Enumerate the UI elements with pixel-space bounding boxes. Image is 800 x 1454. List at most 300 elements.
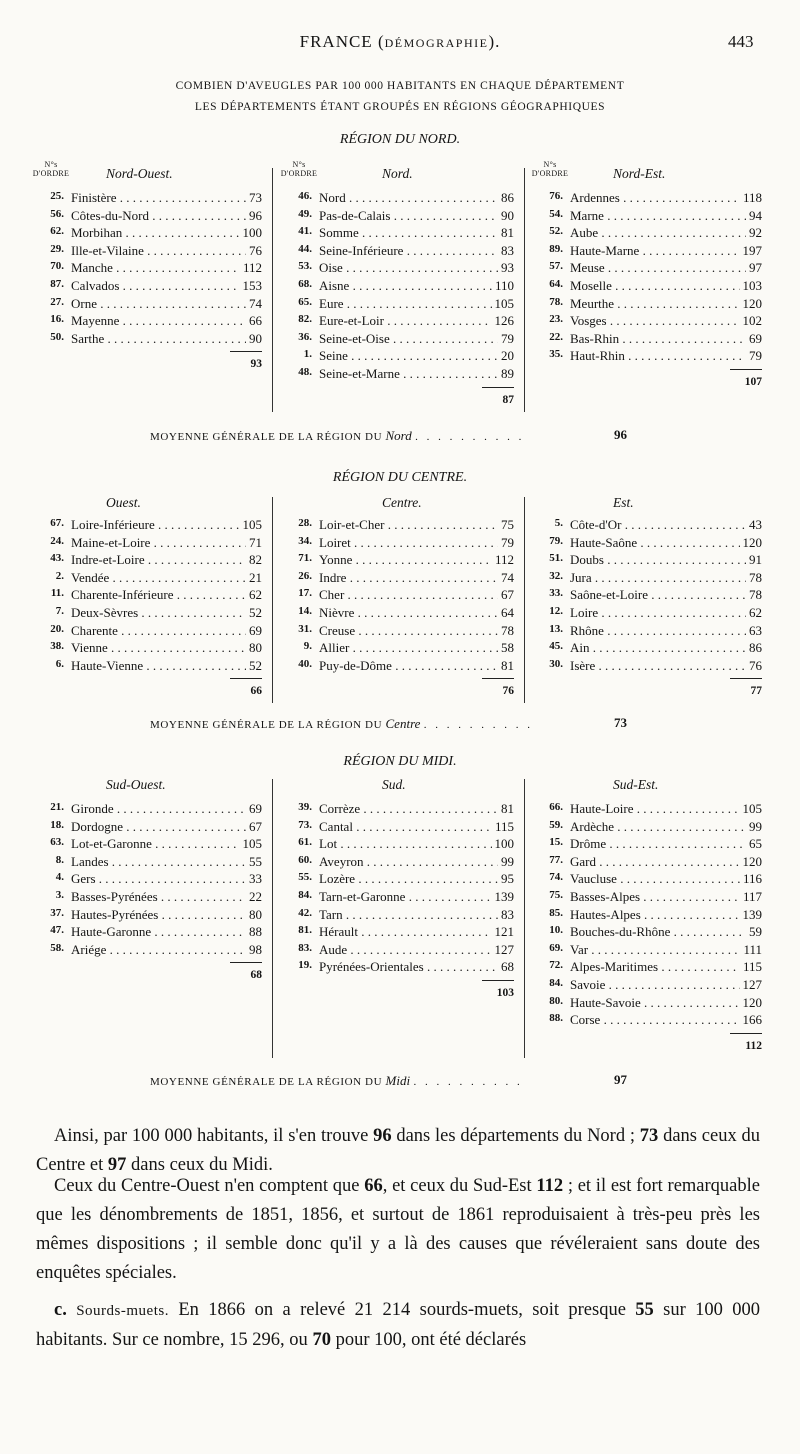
table-row	[34, 278, 262, 296]
table-row	[34, 517, 262, 535]
column-heading: Ouest.	[106, 495, 141, 510]
subtotal-rule	[482, 980, 514, 981]
table-row	[34, 640, 262, 658]
department-value: 116	[740, 871, 762, 887]
department-name: Maine-et-Loire . . .	[71, 535, 262, 551]
department-name: Indre . . .	[319, 570, 514, 586]
department-name: Nord . . .	[319, 190, 514, 206]
paragraph-centre-ouest: Ceux du Centre-Ouest n'en comptent que 66, et ceux du Sud-Est 112 ; et il est fort remarquable que les dénombrements de 1851, 1856, et surtout de 1861 reproduisaient à très-peu près les mêmes dispositions ; il semble donc qu'il y a là des causes que révéleraient sans doute des enquêtes spéciales.	[36, 1176, 760, 1283]
department-value: 127	[740, 977, 763, 993]
table-row	[34, 208, 262, 226]
table-row	[282, 959, 514, 977]
department-value: 55	[246, 854, 262, 870]
department-number: 77.	[549, 853, 563, 866]
department-name: Gironde . . .	[71, 801, 262, 817]
department-value: 79	[746, 348, 762, 364]
department-number: 16.	[50, 313, 64, 326]
department-name: Somme . . .	[319, 225, 514, 241]
department-number: 34.	[298, 534, 312, 547]
department-name: Isère . . .	[570, 658, 762, 674]
department-number: 55.	[298, 871, 312, 884]
department-name: Hautes-Alpes . . .	[570, 907, 762, 923]
department-number: 23.	[549, 313, 563, 326]
table-row	[533, 225, 762, 243]
department-value: 115	[740, 959, 762, 975]
department-number: 49.	[298, 207, 312, 220]
department-name: Oise . . .	[319, 260, 514, 276]
table-row	[533, 836, 762, 854]
department-value: 20	[498, 348, 514, 364]
department-value: 65	[746, 836, 762, 852]
department-value: 81	[498, 225, 514, 241]
table-row	[34, 819, 262, 837]
department-number: 64.	[549, 278, 563, 290]
table-row	[282, 924, 514, 942]
department-number: 78.	[549, 295, 563, 308]
department-number: 87.	[50, 278, 64, 290]
table-row	[34, 836, 262, 854]
table-row	[533, 348, 762, 366]
department-number: 45.	[549, 640, 563, 653]
department-value: 117	[740, 889, 762, 905]
department-value: 71	[246, 535, 262, 551]
table-row	[34, 225, 262, 243]
department-value: 86	[498, 190, 514, 206]
department-name: Drôme . . .	[570, 836, 762, 852]
department-number: 28.	[298, 517, 312, 529]
table-row	[34, 190, 262, 208]
department-name: Sarthe . . .	[71, 331, 262, 347]
department-number: 35.	[549, 348, 563, 361]
department-number: 84.	[298, 889, 312, 901]
department-name: Eure . . .	[319, 296, 514, 312]
table-row	[282, 225, 514, 243]
table-row	[533, 296, 762, 314]
department-name: Savoie . . .	[570, 977, 762, 993]
department-number: 17.	[298, 587, 312, 600]
column-average: 77	[750, 685, 762, 698]
table-row	[282, 190, 514, 208]
table-row	[34, 570, 262, 588]
department-value: 94	[746, 208, 762, 224]
department-number: 18.	[50, 818, 64, 831]
department-name: Haute-Vienne . . .	[71, 658, 262, 674]
department-value: 102	[740, 313, 763, 329]
department-value: 79	[498, 535, 514, 551]
department-name: Seine-Inférieure . . .	[319, 243, 514, 259]
department-name: Cher . . .	[319, 587, 514, 603]
table-row	[282, 570, 514, 588]
ordre-number-heading: N°s D'ORDRE	[531, 160, 569, 178]
department-number: 54.	[549, 207, 563, 220]
department-name: Mayenne . . .	[71, 313, 262, 329]
department-value: 67	[246, 819, 262, 835]
column-average: 103	[496, 987, 514, 999]
department-number: 10.	[549, 924, 563, 937]
department-name: Cantal . . .	[319, 819, 514, 835]
table-row	[34, 942, 262, 960]
department-value: 58	[498, 640, 514, 656]
department-value: 105	[240, 517, 263, 533]
department-number: 32.	[549, 569, 563, 582]
department-name: Loire-Inférieure . . .	[71, 517, 262, 533]
department-number: 3.	[55, 889, 64, 901]
department-value: 120	[740, 854, 763, 870]
department-number: 26.	[298, 569, 312, 582]
table-row	[34, 243, 262, 261]
department-number: 41.	[298, 225, 312, 238]
department-name: Ain . . .	[570, 640, 762, 656]
department-value: 74	[246, 296, 262, 312]
table-row	[533, 942, 762, 960]
page-header-title: FRANCE (DÉMOGRAPHIE).	[299, 32, 501, 51]
department-value: 105	[740, 801, 763, 817]
department-value: 153	[240, 278, 263, 294]
table-caption-line-1: COMBIEN D'AVEUGLES PAR 100 000 HABITANTS EN CHAQUE DÉPARTEMENT	[175, 80, 625, 92]
department-number: 61.	[298, 836, 312, 849]
department-name: Corse . . .	[570, 1012, 762, 1028]
table-row	[34, 854, 262, 872]
department-number: 1.	[303, 348, 312, 361]
column-heading: Nord.	[382, 166, 413, 181]
ordre-number-heading: N°s D'ORDRE	[280, 160, 318, 178]
department-value: 139	[740, 907, 763, 923]
column-average: 112	[745, 1039, 762, 1052]
department-value: 78	[746, 587, 762, 603]
department-number: 33.	[549, 587, 563, 600]
department-name: Vaucluse . . .	[570, 871, 762, 887]
department-number: 19.	[298, 959, 312, 972]
table-row	[282, 640, 514, 658]
department-value: 52	[246, 658, 262, 674]
table-row	[282, 889, 514, 907]
department-name: Rhône . . .	[570, 623, 762, 639]
department-name: Manche . . .	[71, 260, 262, 276]
department-name: Yonne . . .	[319, 552, 514, 568]
department-number: 65.	[298, 295, 312, 308]
department-value: 100	[492, 836, 515, 852]
department-value: 67	[498, 587, 514, 603]
department-value: 76	[246, 243, 262, 259]
department-name: Gard . . .	[570, 854, 762, 870]
department-name: Morbihan . . .	[71, 225, 262, 241]
department-number: 85.	[549, 906, 563, 919]
department-name: Var . . .	[570, 942, 762, 958]
department-value: 78	[498, 623, 514, 639]
department-value: 43	[746, 517, 762, 533]
table-row	[34, 605, 262, 623]
column-heading: Centre.	[382, 495, 422, 510]
department-value: 126	[492, 313, 515, 329]
department-number: 75.	[549, 889, 563, 901]
department-value: 21	[246, 570, 262, 586]
department-name: Allier . . .	[319, 640, 514, 656]
table-row	[533, 190, 762, 208]
subtotal-rule	[482, 387, 514, 388]
table-row	[282, 535, 514, 553]
department-name: Seine-et-Oise . . .	[319, 331, 514, 347]
table-row	[34, 296, 262, 314]
department-number: 62.	[50, 225, 64, 238]
department-number: 38.	[50, 640, 64, 653]
table-row	[533, 854, 762, 872]
region-title: RÉGION DU CENTRE.	[332, 470, 468, 485]
department-value: 139	[492, 889, 515, 905]
subtotal-rule	[730, 1033, 762, 1034]
department-name: Vendée . . .	[71, 570, 262, 586]
column-separator	[272, 497, 273, 703]
department-number: 4.	[55, 871, 64, 884]
department-value: 76	[746, 658, 762, 674]
department-value: 69	[246, 623, 262, 639]
table-row	[282, 658, 514, 676]
department-value: 62	[746, 605, 762, 621]
table-row	[533, 278, 762, 296]
department-value: 89	[498, 366, 514, 382]
department-number: 72.	[549, 959, 563, 972]
department-value: 80	[246, 907, 262, 923]
department-number: 36.	[298, 330, 312, 343]
department-number: 30.	[549, 657, 563, 670]
department-number: 44.	[298, 242, 312, 255]
column-separator	[272, 168, 273, 412]
department-name: Côte-d'Or . . .	[570, 517, 762, 533]
department-value: 115	[492, 819, 514, 835]
department-name: Vosges . . .	[570, 313, 762, 329]
column-separator	[524, 497, 525, 703]
department-value: 120	[740, 535, 763, 551]
department-number: 7.	[55, 605, 64, 617]
table-row	[282, 313, 514, 331]
table-row	[282, 623, 514, 641]
table-row	[282, 366, 514, 384]
department-value: 81	[498, 658, 514, 674]
department-value: 52	[246, 605, 262, 621]
department-value: 81	[498, 801, 514, 817]
department-value: 64	[498, 605, 514, 621]
column-separator	[524, 779, 525, 1058]
table-row	[282, 208, 514, 226]
department-number: 58.	[50, 941, 64, 954]
department-value: 66	[246, 313, 262, 329]
department-value: 99	[498, 854, 514, 870]
department-value: 197	[740, 243, 763, 259]
department-value: 78	[746, 570, 762, 586]
department-name: Hautes-Pyrénées . . .	[71, 907, 262, 923]
table-row	[533, 924, 762, 942]
department-value: 62	[246, 587, 262, 603]
department-name: Orne . . .	[71, 296, 262, 312]
department-name: Vienne . . .	[71, 640, 262, 656]
department-number: 89.	[549, 242, 563, 255]
department-name: Eure-et-Loir . . .	[319, 313, 514, 329]
table-row	[34, 587, 262, 605]
department-number: 81.	[298, 924, 312, 937]
department-number: 14.	[298, 605, 312, 617]
table-row	[533, 517, 762, 535]
department-name: Dordogne . . .	[71, 819, 262, 835]
department-value: 83	[498, 243, 514, 259]
department-value: 82	[246, 552, 262, 568]
department-value: 83	[498, 907, 514, 923]
department-name: Doubs . . .	[570, 552, 762, 568]
table-row	[533, 570, 762, 588]
table-row	[282, 907, 514, 925]
department-name: Charente-Inférieure . . .	[71, 587, 262, 603]
department-value: 33	[246, 871, 262, 887]
table-row	[34, 623, 262, 641]
department-number: 24.	[50, 534, 64, 547]
department-name: Deux-Sèvres . . .	[71, 605, 262, 621]
department-value: 121	[492, 924, 515, 940]
column-average: 107	[744, 376, 762, 388]
table-row	[533, 977, 762, 995]
department-number: 22.	[549, 330, 563, 343]
table-row	[282, 552, 514, 570]
department-name: Haute-Marne . . .	[570, 243, 762, 259]
department-number: 12.	[549, 605, 563, 617]
department-number: 47.	[50, 924, 64, 937]
department-number: 50.	[50, 330, 64, 343]
department-name: Basses-Alpes . . .	[570, 889, 762, 905]
table-row	[533, 260, 762, 278]
subtotal-rule	[230, 678, 262, 679]
department-name: Haute-Saône . . .	[570, 535, 762, 551]
department-number: 59.	[549, 818, 563, 831]
table-row	[282, 260, 514, 278]
department-number: 56.	[50, 207, 64, 220]
department-name: Haute-Garonne . . .	[71, 924, 262, 940]
department-number: 20.	[50, 622, 64, 635]
department-name: Lozère . . .	[319, 871, 514, 887]
department-value: 103	[740, 278, 763, 294]
column-average: 76	[502, 685, 514, 698]
department-name: Haut-Rhin . . .	[570, 348, 762, 364]
department-name: Côtes-du-Nord . . .	[71, 208, 262, 224]
department-number: 76.	[549, 190, 563, 202]
table-row	[282, 942, 514, 960]
department-value: 22	[246, 889, 262, 905]
table-row	[533, 535, 762, 553]
table-row	[34, 535, 262, 553]
table-row	[282, 854, 514, 872]
department-value: 68	[498, 959, 514, 975]
department-number: 21.	[50, 801, 64, 813]
department-number: 83.	[298, 941, 312, 954]
table-row	[533, 907, 762, 925]
department-value: 80	[246, 640, 262, 656]
department-number: 52.	[549, 225, 563, 238]
department-value: 69	[746, 331, 762, 347]
department-name: Aveyron . . .	[319, 854, 514, 870]
department-number: 13.	[549, 622, 563, 635]
department-value: 118	[740, 190, 762, 206]
subtotal-rule	[230, 962, 262, 963]
department-number: 31.	[298, 622, 312, 635]
department-name: Aude . . .	[319, 942, 514, 958]
department-number: 51.	[549, 552, 563, 565]
department-name: Calvados . . .	[71, 278, 262, 294]
department-value: 112	[492, 552, 514, 568]
page-number: 443	[728, 32, 754, 51]
department-value: 120	[740, 296, 763, 312]
department-number: 79.	[549, 534, 563, 547]
table-row	[282, 348, 514, 366]
table-row	[533, 819, 762, 837]
table-row	[533, 208, 762, 226]
region-average-value: 97	[614, 1072, 627, 1087]
table-row	[533, 658, 762, 676]
department-value: 59	[746, 924, 762, 940]
table-row	[533, 871, 762, 889]
department-value: 105	[240, 836, 263, 852]
region-average-line: MOYENNE GÉNÉRALE DE LA RÉGION DU Centre . . . . . . . . . .	[150, 716, 534, 731]
department-number: 69.	[549, 941, 563, 954]
department-name: Aube . . .	[570, 225, 762, 241]
column-heading: Est.	[613, 495, 634, 510]
department-name: Meuse . . .	[570, 260, 762, 276]
table-row	[34, 658, 262, 676]
table-row	[34, 889, 262, 907]
table-row	[533, 959, 762, 977]
table-row	[34, 552, 262, 570]
department-value: 96	[246, 208, 262, 224]
department-value: 93	[498, 260, 514, 276]
table-row	[533, 995, 762, 1013]
department-value: 75	[498, 517, 514, 533]
table-row	[533, 640, 762, 658]
column-separator	[272, 779, 273, 1058]
table-row	[282, 517, 514, 535]
region-average-value: 73	[614, 715, 627, 730]
table-row	[34, 260, 262, 278]
department-value: 111	[740, 942, 762, 958]
region-title: RÉGION DU MIDI.	[343, 754, 457, 769]
department-name: Charente . . .	[71, 623, 262, 639]
department-value: 86	[746, 640, 762, 656]
department-name: Bas-Rhin . . .	[570, 331, 762, 347]
department-name: Tarn . . .	[319, 907, 514, 923]
department-number: 66.	[549, 801, 563, 813]
department-number: 9.	[303, 640, 312, 653]
region-average-value: 96	[614, 427, 627, 442]
department-name: Saône-et-Loire . . .	[570, 587, 762, 603]
column-heading: Sud-Est.	[613, 777, 659, 792]
department-name: Finistère . . .	[71, 190, 262, 206]
department-name: Basses-Pyrénées . . .	[71, 889, 262, 905]
column-average: 93	[250, 358, 262, 371]
department-number: 43.	[50, 552, 64, 565]
table-row	[282, 819, 514, 837]
table-row	[533, 331, 762, 349]
department-number: 57.	[549, 260, 563, 273]
department-name: Haute-Loire . . .	[570, 801, 762, 817]
department-value: 99	[746, 819, 762, 835]
department-name: Gers . . .	[71, 871, 262, 887]
subtotal-rule	[730, 369, 762, 370]
department-name: Puy-de-Dôme . . .	[319, 658, 514, 674]
department-name: Pyrénées-Orientales . . .	[319, 959, 514, 975]
department-value: 166	[740, 1012, 763, 1028]
department-value: 98	[246, 942, 262, 958]
department-number: 53.	[298, 260, 312, 273]
table-row	[282, 243, 514, 261]
table-row	[282, 871, 514, 889]
table-row	[282, 587, 514, 605]
department-name: Jura . . .	[570, 570, 762, 586]
department-number: 70.	[50, 260, 64, 273]
table-row	[34, 907, 262, 925]
